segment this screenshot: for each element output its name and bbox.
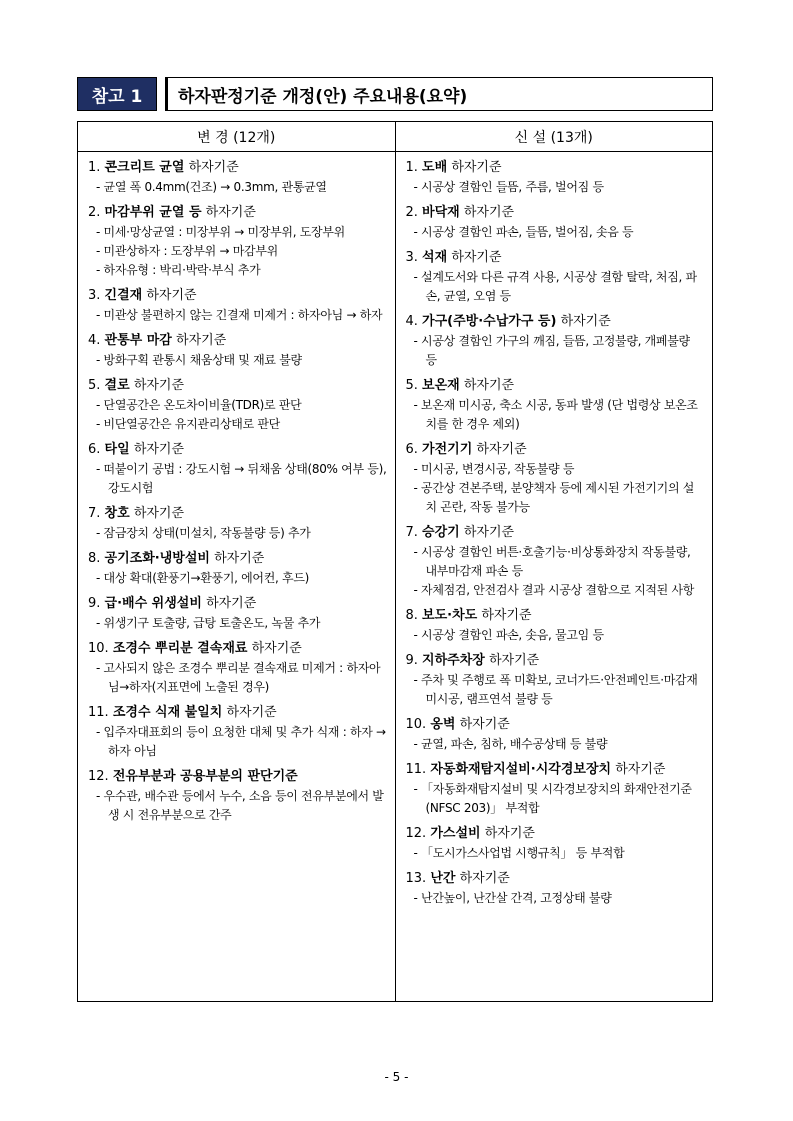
item-detail: - 우수관, 배수관 등에서 누수, 소음 등이 전유부분에서 발생 시 전유부분으로 간주 (96, 789, 384, 822)
item-suffix: 하자기준 (459, 871, 510, 886)
item-detail: - 난간높이, 난간살 간격, 고정상태 불량 (413, 891, 612, 905)
list-item (88, 375, 387, 434)
item-name: 도배 (422, 160, 448, 175)
item-name: 전유부분과 공용부분의 판단기준 (112, 769, 298, 784)
item-number: 8. (88, 551, 101, 566)
item-name: 공기조화·냉방설비 (104, 551, 210, 566)
new-column (395, 152, 713, 1001)
item-suffix: 하자기준 (463, 525, 515, 540)
list-item (406, 439, 705, 517)
list-item (406, 823, 705, 863)
item-suffix: 하자기준 (451, 160, 502, 175)
item-name: 마감부위 균열 등 (104, 205, 202, 220)
item-number: 5. (405, 378, 418, 393)
item-detail: - 설계도서와 다른 규격 사용, 시공상 결함 탈락, 처짐, 파손, 균열, 오염 등 (413, 270, 697, 303)
item-detail: - 시공상 결함인 파손, 들뜸, 벌어짐, 솟음 등 (413, 225, 634, 239)
item-name: 가스설비 (430, 826, 481, 841)
item-suffix: 하자기준 (188, 160, 239, 175)
item-number: 4. (88, 333, 101, 348)
list-item (406, 202, 705, 242)
item-title (88, 330, 387, 351)
item-detail: - 고사되지 않은 조경수 뿌리분 결속재료 미제거 : 하자아님→하자(지표면에 노출된 경우) (96, 661, 381, 694)
item-number: 6. (88, 442, 101, 457)
item-number: 7. (405, 525, 418, 540)
page-number: - 5 - (384, 1070, 409, 1084)
item-suffix: 하자기준 (226, 705, 277, 720)
item-name: 긴결재 (104, 288, 143, 303)
item-number: 2. (405, 205, 418, 220)
item-name: 급·배수 위생설비 (104, 596, 202, 611)
list-item (406, 714, 705, 754)
item-title (88, 375, 387, 396)
item-title (406, 868, 705, 889)
item-title (406, 714, 705, 735)
item-detail: - 자체점검, 안전검사 결과 시공상 결함으로 지적된 사항 (413, 583, 695, 597)
item-title (406, 650, 705, 671)
list-item (88, 593, 387, 633)
list-item (88, 548, 387, 588)
item-suffix: 하자기준 (133, 442, 185, 457)
item-name: 석재 (422, 250, 448, 265)
item-title (406, 247, 705, 268)
item-suffix: 하자기준 (615, 762, 666, 777)
item-detail: - 주차 및 주행로 폭 미확보, 코너가드·안전페인트·마감재 미시공, 램프연석 불량 등 (413, 673, 698, 706)
item-name: 가구(주방·수납가구 등) (422, 314, 557, 329)
item-detail: - 잠금장치 상태(미설치, 작동불량 등) 추가 (96, 526, 311, 540)
item-suffix: 하자기준 (481, 608, 532, 623)
item-number: 6. (405, 442, 418, 457)
item-suffix: 하자기준 (133, 506, 185, 521)
item-number: 9. (405, 653, 418, 668)
item-suffix: 하자기준 (488, 653, 540, 668)
changed-column (78, 152, 395, 1001)
item-number: 2. (88, 205, 101, 220)
item-number: 4. (405, 314, 418, 329)
item-title (406, 823, 705, 844)
item-number: 10. (405, 717, 427, 732)
item-title (406, 375, 705, 396)
item-detail: - 시공상 결함인 파손, 솟음, 물고임 등 (413, 628, 604, 642)
page-title: 하자판정기준 개정(안) 주요내용(요약) (165, 77, 713, 111)
header-changed: 변 경 (12개) (197, 129, 276, 146)
item-number: 10. (88, 641, 109, 656)
item-detail: - 미관상 불편하지 않는 긴결재 미제거 : 하자아님 → 하자 (96, 308, 383, 322)
item-title (88, 285, 387, 306)
list-item (88, 766, 387, 825)
criteria-table (77, 121, 713, 1002)
item-suffix: 하자기준 (251, 641, 302, 656)
list-item (88, 503, 387, 543)
item-number: 9. (88, 596, 101, 611)
item-suffix: 하자기준 (560, 314, 611, 329)
item-suffix: 하자기준 (133, 378, 185, 393)
item-detail: - 대상 확대(환풍기→환풍기, 에어컨, 후드) (96, 571, 310, 585)
item-detail: - 하자유형 : 박리·박락·부식 추가 (96, 263, 261, 277)
list-item (406, 157, 705, 197)
item-detail: - 균열 폭 0.4mm(건조) → 0.3mm, 관통균열 (96, 180, 327, 194)
item-title (406, 759, 705, 780)
item-suffix: 하자기준 (463, 378, 515, 393)
item-number: 11. (88, 705, 109, 720)
item-detail: - 미관상하자 : 도장부위 → 마감부위 (96, 244, 278, 258)
list-item (406, 522, 705, 600)
item-title (406, 605, 705, 626)
item-detail: - 미시공, 변경시공, 작동불량 등 (413, 462, 575, 476)
item-title (406, 439, 705, 460)
item-detail: - 시공상 결함인 버튼·호출기능·비상통화장치 작동불량, 내부마감재 파손 등 (413, 545, 691, 578)
list-item (88, 157, 387, 197)
item-name: 조경수 식재 불일치 (112, 705, 223, 720)
item-title (88, 638, 387, 659)
item-detail: - 공간상 견본주택, 분양책자 등에 제시된 가전기기의 설치 곤란, 작동 불가능 (413, 481, 695, 514)
item-suffix: 하자기준 (476, 442, 527, 457)
item-suffix: 하자기준 (463, 205, 515, 220)
list-item (406, 375, 705, 434)
list-item (88, 285, 387, 325)
item-title (406, 522, 705, 543)
list-item (406, 311, 705, 370)
item-suffix: 하자기준 (459, 717, 510, 732)
item-number: 1. (405, 160, 418, 175)
reference-badge: 참고 1 (77, 77, 157, 111)
item-number: 3. (405, 250, 418, 265)
item-title (88, 702, 387, 723)
item-number: 5. (88, 378, 101, 393)
item-detail: - 시공상 결함인 가구의 깨짐, 들뜸, 고정불량, 개폐불량 등 (413, 334, 690, 367)
item-name: 결로 (104, 378, 130, 393)
item-number: 12. (88, 769, 109, 784)
item-title (88, 548, 387, 569)
item-name: 바닥재 (422, 205, 460, 220)
item-number: 13. (405, 871, 427, 886)
list-item (406, 650, 705, 709)
item-number: 7. (88, 506, 101, 521)
item-title (88, 202, 387, 223)
item-title (88, 503, 387, 524)
item-title (88, 439, 387, 460)
item-name: 타일 (104, 442, 130, 457)
item-number: 12. (405, 826, 427, 841)
list-item (406, 247, 705, 306)
item-suffix: 하자기준 (484, 826, 535, 841)
item-suffix: 하자기준 (451, 250, 502, 265)
item-title (88, 157, 387, 178)
item-detail: - 보온재 미시공, 축소 시공, 동파 발생 (단 법령상 보온조치를 한 경우 제외) (413, 398, 698, 431)
item-suffix: 하자기준 (206, 596, 257, 611)
item-title (88, 766, 387, 787)
table-header (78, 122, 712, 152)
item-name: 관통부 마감 (104, 333, 172, 348)
list-item (88, 638, 387, 697)
list-item (88, 330, 387, 370)
item-name: 콘크리트 균열 (104, 160, 185, 175)
item-suffix: 하자기준 (214, 551, 265, 566)
item-name: 옹벽 (430, 717, 456, 732)
item-number: 1. (88, 160, 101, 175)
item-detail: - 단열공간은 온도차이비율(TDR)로 판단 (96, 398, 302, 412)
item-title (88, 593, 387, 614)
item-suffix: 하자기준 (146, 288, 197, 303)
item-name: 난간 (430, 871, 456, 886)
item-number: 11. (405, 762, 427, 777)
list-item (406, 868, 705, 908)
item-title (406, 157, 705, 178)
item-title (406, 311, 705, 332)
item-name: 보도·차도 (422, 608, 478, 623)
item-name: 가전기기 (422, 442, 473, 457)
item-detail: - 입주자대표회의 등이 요청한 대체 및 추가 식재 : 하자 → 하자 아님 (96, 725, 386, 758)
item-detail: - 떠붙이기 공법 : 강도시험 → 뒤채움 상태(80% 여부 등), 강도시험 (96, 462, 387, 495)
section-header (77, 77, 713, 111)
list-item (406, 605, 705, 645)
list-item (88, 702, 387, 761)
list-item (406, 759, 705, 818)
item-name: 승강기 (422, 525, 460, 540)
item-detail: - 「도시가스사업법 시행규칙」 등 부적합 (413, 846, 625, 860)
header-new: 신 설 (13개) (395, 122, 713, 151)
item-detail: - 균열, 파손, 침하, 배수공상태 등 불량 (413, 737, 608, 751)
item-number: 3. (88, 288, 101, 303)
item-detail: - 비단열공간은 유지관리상태로 판단 (96, 417, 280, 431)
item-name: 조경수 뿌리분 결속재료 (112, 641, 248, 656)
list-item (88, 439, 387, 498)
item-detail: - 미세·망상균열 : 미장부위 → 미장부위, 도장부위 (96, 225, 345, 239)
item-detail: - 「자동화재탐지설비 및 시각경보장치의 화재안전기준(NFSC 203)」 부적합 (413, 782, 692, 815)
item-title (406, 202, 705, 223)
list-item (88, 202, 387, 280)
item-name: 창호 (104, 506, 130, 521)
item-detail: - 시공상 결함인 들뜸, 주름, 벌어짐 등 (413, 180, 604, 194)
item-suffix: 하자기준 (176, 333, 227, 348)
item-suffix: 하자기준 (205, 205, 256, 220)
item-name: 자동화재탐지설비·시각경보장치 (430, 762, 612, 777)
item-name: 보온재 (422, 378, 460, 393)
item-name: 지하주차장 (422, 653, 485, 668)
item-detail: - 위생기구 토출량, 급탕 토출온도, 녹물 추가 (96, 616, 321, 630)
item-number: 8. (405, 608, 418, 623)
item-detail: - 방화구획 관통시 채움상태 및 재료 불량 (96, 353, 302, 367)
